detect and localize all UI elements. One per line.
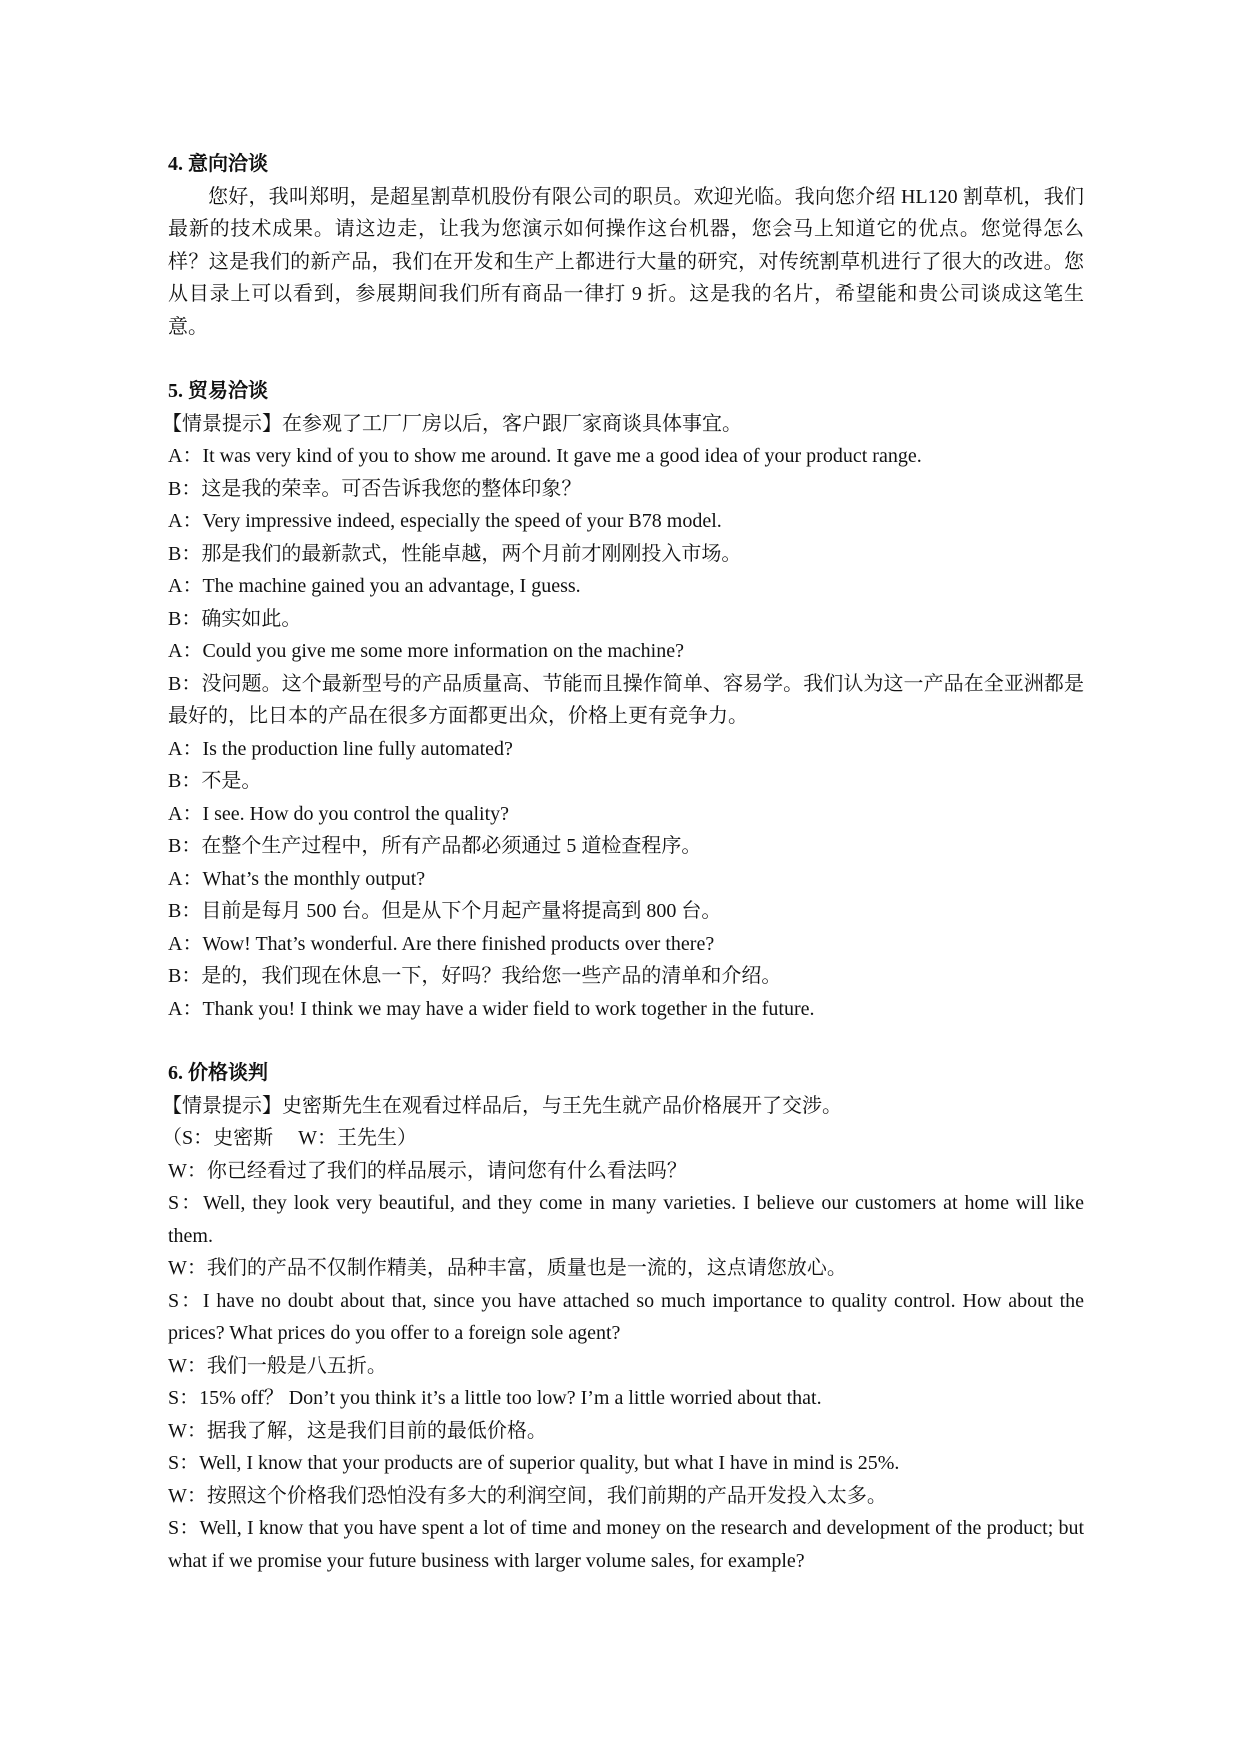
- section-trade-talk: [162, 375, 1084, 1025]
- dialogue: [168, 440, 1084, 1025]
- dialogue-line: B：不是。: [168, 770, 262, 792]
- dialogue-line: S：Well, they look very beautiful, and they come in many varieties. I believe our customers at home will like them.: [168, 1192, 1084, 1247]
- dialogue-line: S：Well, I know that your products are of superior quality, but what I have in mind is 25%.: [168, 1452, 900, 1474]
- dialogue-line: W：你已经看过了我们的样品展示，请问您有什么看法吗？: [168, 1159, 687, 1182]
- dialogue-line: A：Thank you! I think we may have a wider field to work together in the future.: [168, 997, 815, 1020]
- dialogue-line: A：Could you give me some more information on the machine?: [168, 640, 684, 662]
- dialogue-line: A：Wow! That’s wonderful. Are there finished products over there?: [168, 932, 715, 955]
- dialogue-line: W：按照这个价格我们恐怕没有多大的利润空间，我们前期的产品开发投入太多。: [168, 1484, 887, 1507]
- dialogue-line: B：目前是每月 500 台。但是从下个月起产量将提高到 800 台。: [168, 900, 722, 922]
- dialogue-line: W：据我了解，这是我们目前的最低价格。: [168, 1419, 547, 1442]
- dialogue-line: B：确实如此。: [168, 607, 302, 630]
- dialogue-line: A：The machine gained you an advantage, I guess.: [168, 575, 581, 597]
- dialogue-line: A：Very impressive indeed, especially the speed of your B78 model.: [168, 510, 722, 532]
- section-intention-talk: [168, 148, 1084, 343]
- dialogue-line: S：I have no doubt about that, since you have attached so much importance to quality control. How about the prices? What prices do you offer to a foreign sole agent?: [168, 1289, 1084, 1344]
- dialogue-line: A：I see. How do you control the quality?: [168, 802, 510, 825]
- scene-hint: 【情景提示】史密斯先生在观看过样品后，与王先生就产品价格展开了交涉。: [162, 1094, 842, 1117]
- dialogue-line: B：在整个生产过程中，所有产品都必须通过 5 道检查程序。: [168, 835, 702, 857]
- dialogue-line: B：那是我们的最新款式，性能卓越，两个月前才刚刚投入市场。: [168, 542, 742, 565]
- dialogue-line: S：15% off？ Don’t you think it’s a little too low? I’m a little worried about that.: [168, 1387, 822, 1409]
- role-legend: （S：史密斯 W：王先生）: [162, 1127, 417, 1149]
- scene-hint: 【情景提示】在参观了工厂厂房以后，客户跟厂家商谈具体事宜。: [162, 412, 742, 435]
- dialogue-line: B：没问题。这个最新型号的产品质量高、节能而且操作简单、容易学。我们认为这一产品在全亚洲都是最好的，比日本的产品在很多方面都更出众，价格上更有竞争力。: [168, 672, 1084, 727]
- dialogue-line: W：我们的产品不仅制作精美，品种丰富，质量也是一流的，这点请您放心。: [168, 1257, 847, 1279]
- dialogue-line: W：我们一般是八五折。: [168, 1354, 387, 1377]
- dialogue-line: S：Well, I know that you have spent a lot of time and money on the research and development of the product; but what if we promise your future business with larger volume sales, for example?: [168, 1517, 1084, 1572]
- section-heading: 5. 贸易洽谈: [168, 380, 268, 402]
- intro-paragraph: 您好，我叫郑明，是超星割草机股份有限公司的职员。欢迎光临。我向您介绍 HL120 割草机，我们最新的技术成果。请这边走，让我为您演示如何操作这台机器，您会马上知道它的优点。您觉得怎么样？这是我们的新产品，我们在开发和生产上都进行大量的研究，对传统割草机进行了很大的改进。您从目录上可以看到，参展期间我们所有商品一律打 9 折。这是我的名片，希望能和贵公司谈成这笔生意。: [168, 185, 1084, 338]
- dialogue: [168, 1155, 1084, 1578]
- document-page: [162, 148, 1084, 1577]
- dialogue-line: B：这是我的荣幸。可否告诉我您的整体印象？: [168, 477, 582, 500]
- dialogue-line: A：Is the production line fully automated?: [168, 737, 513, 760]
- dialogue-line: A：What’s the monthly output?: [168, 867, 426, 890]
- dialogue-line: B：是的，我们现在休息一下，好吗？我给您一些产品的清单和介绍。: [168, 965, 782, 987]
- section-heading: 4. 意向洽谈: [168, 153, 268, 175]
- dialogue-line: A：It was very kind of you to show me around. It gave me a good idea of your product range.: [168, 445, 922, 467]
- section-price-negotiation: [162, 1057, 1084, 1577]
- section-heading: 6. 价格谈判: [168, 1062, 268, 1084]
